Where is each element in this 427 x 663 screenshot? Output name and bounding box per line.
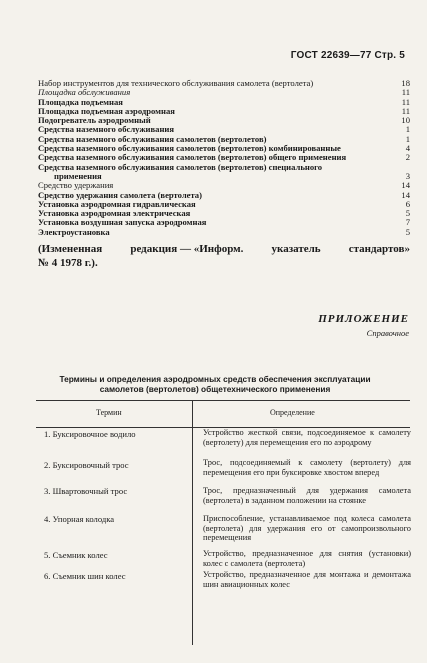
index-term: Установка аэродромная электрическая: [38, 208, 191, 219]
appendix-title: ПРИЛОЖЕНИЕ: [318, 313, 409, 325]
table-row-term: 3. Швартовочный трос: [44, 486, 128, 496]
index-page-number: 6: [405, 198, 410, 209]
table-row-term: 1. Буксировочное водило: [44, 429, 136, 439]
note-word: редакция — «Информ.: [130, 243, 244, 255]
index-page-number: 11: [401, 87, 410, 98]
table-row-definition: Устройство жесткой связи, подсоединяемое к самолету (вертолету) для перемещения его по аэродрому: [203, 428, 411, 447]
index-term: Площадка подъемная аэродромная: [38, 105, 175, 116]
index-entry: [38, 228, 410, 237]
index-page-number: 5: [405, 208, 410, 219]
index-term: Средства наземного обслуживания: [38, 124, 174, 135]
index-term: Средства наземного обслуживания самолетов (вертолетов) общего применения: [38, 152, 347, 163]
index-page-number: 1: [405, 133, 410, 144]
column-divider: [192, 400, 193, 645]
index-term: Подогреватель аэродромный: [38, 115, 151, 126]
index-page-number: 11: [401, 105, 410, 116]
index-term: Площадка подъемная: [38, 96, 123, 107]
term-index: [38, 79, 410, 237]
index-term: Средства наземного обслуживания самолетов (вертолетов) комбинированные: [38, 143, 341, 154]
table-row-definition: Трос, предназначенный для удержания самолета (вертолета) в заданном положении на стоянке: [203, 486, 411, 505]
page-header: ГОСТ 22639—77 Стр. 5: [290, 50, 405, 61]
index-page-number: 1: [405, 124, 410, 135]
index-term: Площадка обслуживания: [38, 87, 131, 98]
index-term: Установка аэродромная гидравлическая: [38, 198, 196, 209]
index-page-number: 10: [401, 115, 410, 126]
index-page-number: 14: [401, 189, 410, 200]
table-row-term: 4. Упорная колодка: [44, 514, 115, 524]
table-row-definition: Трос, подсоединяемый к самолету (вертолету) для перемещения его при буксировке хвостом вперед: [203, 458, 411, 477]
table-row-definition: Приспособление, устанавливаемое под колеса самолета (вертолета) для удержания его от самопроизвольного перемещения: [203, 514, 411, 543]
index-page-number: 2: [405, 152, 410, 163]
table-row-definition: Устройство, предназначенное для монтажа и демонтажа шин авиационных колес: [203, 570, 411, 589]
table-title-line: самолетов (вертолетов) общетехнического применения: [99, 384, 331, 394]
index-term: Средство удержания самолета (вертолета): [38, 189, 202, 200]
index-term: применения: [54, 170, 102, 181]
note-word: (Измененная: [38, 243, 103, 255]
note-line-2: № 4 1978 г.).: [38, 257, 98, 269]
note-word: указатель: [271, 243, 321, 255]
table-header: [36, 400, 410, 428]
table-title-line: Термины и определения аэродромных средств обеспечения эксплуатации: [59, 374, 371, 384]
index-page-number: 4: [405, 143, 410, 154]
column-header-definition: Определение: [270, 408, 315, 417]
table-row-term: 6. Съемник шин колес: [44, 571, 126, 581]
index-term: Набор инструментов для технического обслуживания самолета (вертолета): [38, 78, 314, 88]
index-page-number: 18: [401, 78, 410, 88]
index-page-number: 5: [405, 226, 410, 237]
appendix-subtitle: Справочное: [366, 328, 409, 338]
index-page-number: 7: [405, 217, 410, 228]
appendix-label: [318, 313, 409, 338]
note-word: стандартов»: [348, 243, 410, 255]
index-page-number: 14: [401, 180, 410, 191]
index-term: Средства наземного обслуживания самолетов (вертолетов) специального: [38, 161, 323, 172]
column-header-term: Термин: [96, 408, 122, 417]
index-term: Средство удержания: [38, 180, 114, 191]
table-row-term: 2. Буксировочный трос: [44, 460, 129, 470]
index-term: Электроустановка: [38, 226, 110, 237]
table-row-term: 5. Съемник колес: [44, 550, 108, 560]
index-page-number: 11: [401, 96, 410, 107]
table-title: [40, 374, 390, 394]
index-page-number: 3: [405, 170, 410, 181]
index-term: Установка воздушная запуска аэродромная: [38, 217, 207, 228]
table-row-definition: Устройство, предназначенное для снятия (установки) колес с самолета (вертолета): [203, 549, 411, 568]
amendment-note: [38, 242, 410, 270]
index-term: Средства наземного обслуживания самолетов (вертолетов): [38, 133, 267, 144]
